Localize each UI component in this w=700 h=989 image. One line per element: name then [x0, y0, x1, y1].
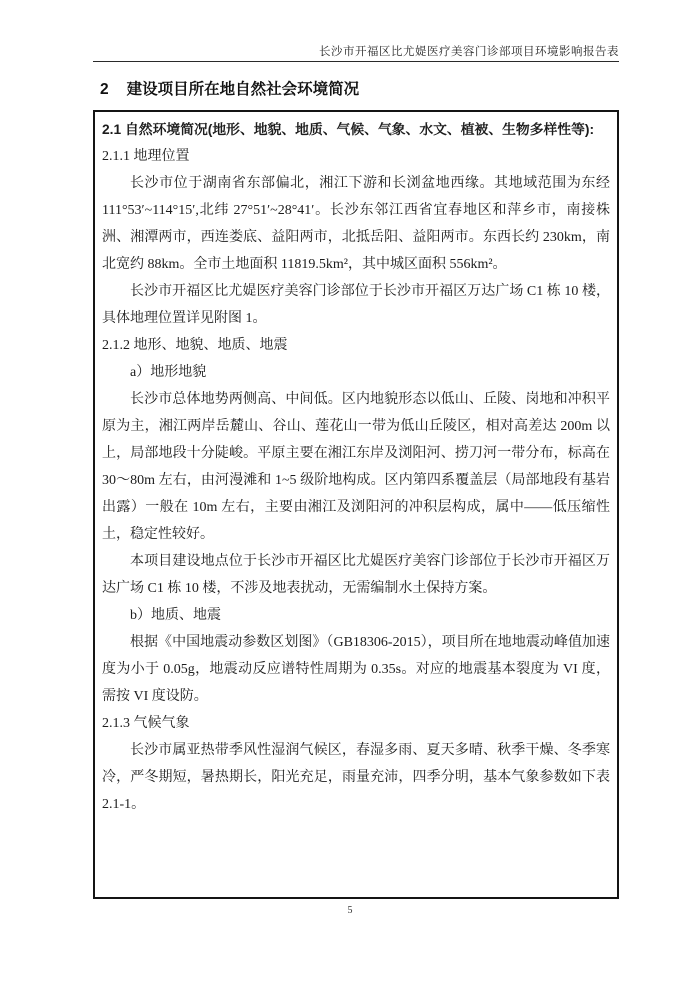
para-project-location: 长沙市开福区比尤媞医疗美容门诊部位于长沙市开福区万达广场 C1 栋 10 楼，具体地理位置详见附图 1。 [102, 284, 610, 326]
page-header [93, 0, 619, 62]
heading-2-1-2: 2.1.2 地形、地貌、地质、地震 [102, 338, 288, 353]
para-construction-site: 本项目建设地点位于长沙市开福区比尤媞医疗美容门诊部位于长沙市开福区万达广场 C1 栋 10 楼，不涉及地表扰动，无需编制水土保持方案。 [102, 554, 610, 596]
page-number: 5 [347, 905, 353, 916]
heading-2-1-1: 2.1.1 地理位置 [102, 149, 190, 164]
subheading-terrain: a）地形地貌 [130, 365, 207, 380]
content-box [93, 110, 619, 899]
subheading-geology-earthquake: b）地质、地震 [130, 608, 221, 623]
section-title: 建设项目所在地自然社会环境简况 [126, 81, 360, 98]
section-heading [100, 79, 359, 101]
para-earthquake-parameters: 根据《中国地震动参数区划图》（GB18306-2015），项目所在地地震动峰值加速度为小于 0.05g，地震动反应谱特性周期为 0.35s。对应的地震基本裂度为 VI 度，需按 VI 度设防。 [102, 635, 610, 704]
subsection-title-2-1: 2.1 自然环境简况(地形、地貌、地质、气候、气象、水文、植被、生物多样性等): [102, 122, 595, 137]
para-terrain-description: 长沙市总体地势两侧高、中间低。区内地貌形态以低山、丘陵、岗地和冲积平原为主，湘江两岸岳麓山、谷山、莲花山一带为低山丘陵区，相对高差达 200m 以上，局部地段十分陡峻。平原主要在湘江东岸及浏阳河、捞刀河一带分布，标高在 30～80m 左右，由河漫滩和 1~5 级阶地构成。区内第四系覆盖层（局部地段有基岩出露）一般在 10m 左右，主要由湘江及浏阳河的冲积层构成，属中——低压缩性土，稳定性较好。 [102, 392, 610, 542]
para-geographic-location: 长沙市位于湖南省东部偏北，湘江下游和长浏盆地西缘。其地域范围为东经111°53′~114°15′,北纬 27°51′~28°41′。长沙东邻江西省宜春地区和萍乡市，南接株洲、湘潭两市，西连娄底、益阳两市，北抵岳阳、益阳两市。东西长约 230km，南北宽约 88km。全市土地面积 11819.5km²，其中城区面积 556km²。 [102, 176, 610, 272]
section-number: 2 [100, 81, 109, 98]
heading-2-1-3: 2.1.3 气候气象 [102, 716, 190, 731]
para-climate: 长沙市属亚热带季风性湿润气候区，春湿多雨、夏天多晴、秋季干燥、冬季寒冷，严冬期短，暑热期长，阳光充足，雨量充沛，四季分明，基本气象参数如下表2.1-1。 [102, 743, 610, 812]
running-header-title: 长沙市开福区比尤媞医疗美容门诊部项目环境影响报告表 [319, 46, 619, 58]
